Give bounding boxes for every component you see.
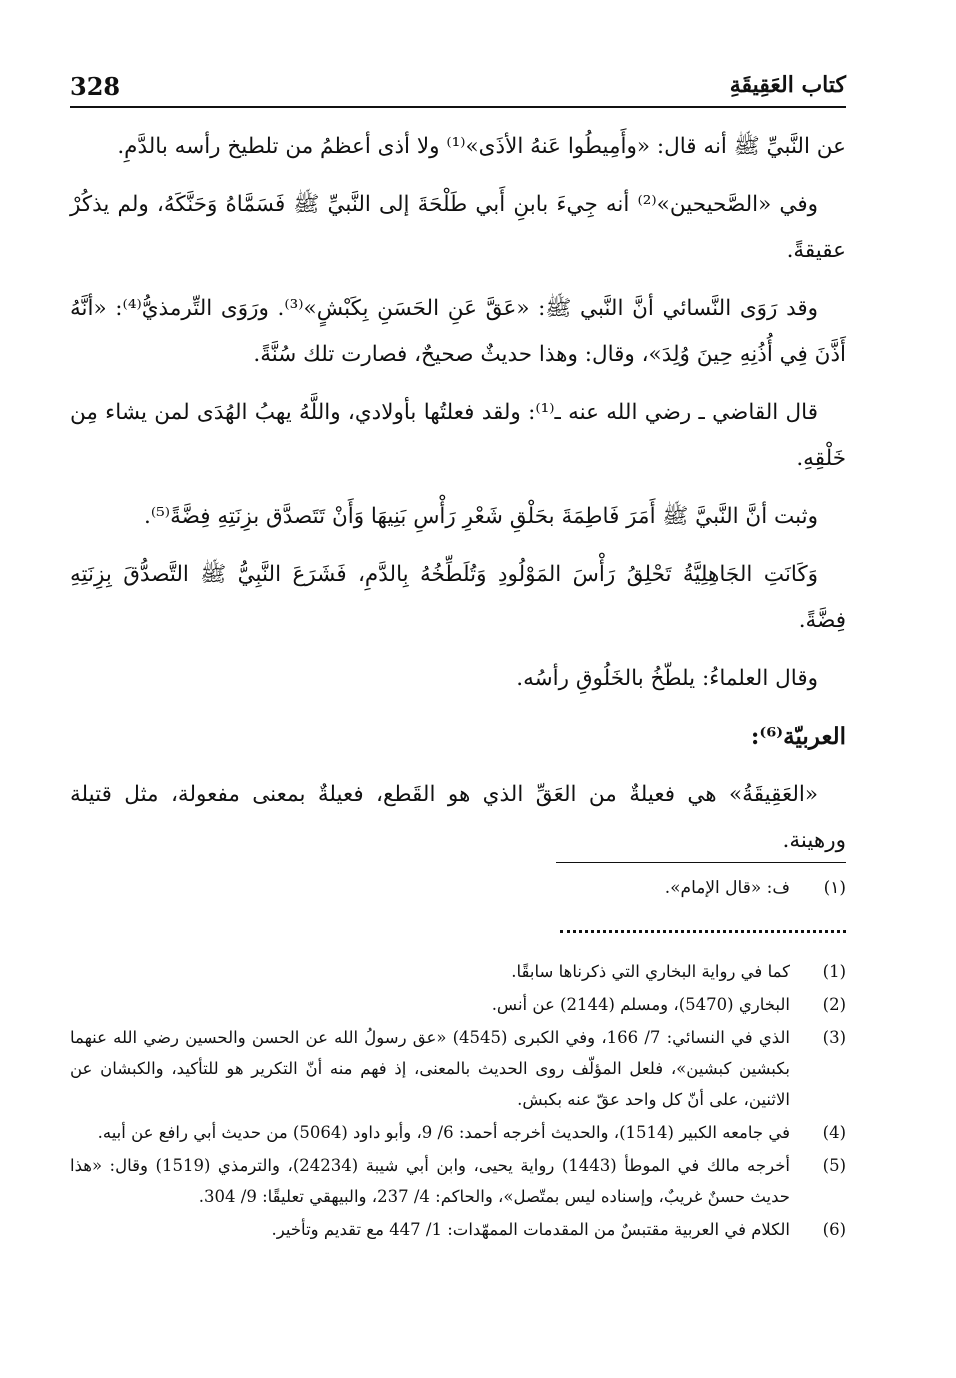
editor-footnote-number: (١) <box>823 878 846 898</box>
footnote-separator <box>556 862 846 863</box>
footnote-item <box>70 1214 846 1245</box>
paragraph-3: وقد رَوَى النَّسائي أنَّ النَّبي ﷺ: «عَقَّ عَنِ الحَسَنِ بِكَبْشٍ»⁽³⁾. ورَوَى التِّرمذيُّ⁽⁴⁾: «أنَّهُ أَذَّنَ فِي أُذُنِهِ حِينَ وُلِدَ»، وقال: وهذا حديثٌ صحيحٌ، فصارت تلك سُنَّةً. <box>70 296 846 367</box>
footnote-number: (3) <box>822 1028 846 1047</box>
section-heading: العربيّة⁽⁶⁾: <box>750 723 846 750</box>
footnote-text: البخاري (5470)، ومسلم (2144) عن أنس. <box>491 995 790 1014</box>
dotted-separator <box>560 930 846 933</box>
footnote-item <box>70 989 846 1020</box>
footnote-number: (5) <box>822 1156 846 1175</box>
paragraph-7: وقال العلماءُ: يلطّخُ بالخَلُوقِ رأسُه. <box>516 666 818 691</box>
paragraph-1: عن النَّبيِّ ﷺ أنه قال: «وأَمِيطُوا عَنهُ الأذَى»⁽¹⁾ ولا أذى أعظمُ من تلطيخ رأسه بالدَّمِ. <box>117 134 846 159</box>
running-title: كتاب العَقِيقَةِ <box>729 72 846 98</box>
editor-footnote-text: ف: «قال الإمام». <box>664 878 790 898</box>
footnote-text: الذي في النسائي: 7/ 166، وفي الكبرى (4545) «عق رسولُ الله عن الحسن والحسين رضي الله عنهما بكبشين كبشين»، فلعل المؤلّف روى الحديث بالمعنى، إذ فهم منه أنّ التكرير هو للتأكيد، والكبشان عن الاثنين، على أنّ كل واحد عقّ عنه بكبش. <box>70 1028 791 1109</box>
paragraph-5: وثبت أنَّ النَّبيَّ ﷺ أَمَرَ فَاطِمَةَ بحَلْقِ شَعْرِ رَأْسِ بَنِيهَا وَأَنْ تَتَصدَّق بزِنَتِهِ فِضَّةً⁽⁵⁾. <box>144 504 818 529</box>
main-text <box>70 124 846 876</box>
footnote-item <box>70 1117 846 1148</box>
footnote-number: (6) <box>822 1220 846 1239</box>
page-header <box>70 70 846 108</box>
footnote-item <box>70 956 846 987</box>
page-number: 328 <box>70 72 121 101</box>
paragraph-8: «العَقِيقَةُ» هي فعيلةٌ من العَقِّ الذي هو القَطع، فعيلةٌ بمعنى مفعولة، مثل قتيلة ورهينة. <box>70 782 846 853</box>
editor-footnote <box>70 872 846 904</box>
footnote-item <box>70 1022 846 1115</box>
footnote-number: (1) <box>822 962 846 981</box>
paragraph-2: وفي «الصَّحيحين»⁽²⁾ أنه جِيءَ بابنِ أَبي طَلْحَةَ إلى النَّبيِّ ﷺ فَسَمَّاهُ وَحَنَّكَهُ، ولم يذكُرْ عقيقةً. <box>70 192 846 263</box>
footnote-number: (4) <box>822 1123 846 1142</box>
footnotes-list <box>70 956 846 1247</box>
paragraph-6: وَكَانَتِ الجَاهِلِيَّةُ تَحْلِقُ رَأْسَ المَوْلُودِ وَتُلَطِّخُهُ بِالدَّمِ، فَشَرَعَ النَّبِيُّ ﷺ التَّصدُّقَ بِزِنَتِهِ فِضَّةً. <box>70 562 846 633</box>
footnote-text: كما في رواية البخاري التي ذكرناها سابقًا. <box>511 962 790 981</box>
footnote-item <box>70 1150 846 1212</box>
footnote-number: (2) <box>822 995 846 1014</box>
paragraph-4: قال القاضي ـ رضي الله عنه ـ⁽¹⁾: ولقد فعلتُها بأولادي، واللَّهُ يهبُ الهُدَى لمن يشاء مِن خَلْقِهِ. <box>70 400 846 471</box>
footnote-text: في جامعه الكبير (1514)، والحديث أخرجه أحمد: 6/ 9، وأبو داود (5064) من حديث أبي رافع عن أبيه. <box>97 1123 790 1142</box>
footnote-text: الكلام في العربية مقتبسٌ من المقدمات الممهّدات: 1/ 447 مع تقديم وتأخير. <box>271 1220 790 1239</box>
footnote-text: أخرجه مالك في الموطأ (1443) رواية يحيى، وابن أبي شيبة (24234)، والترمذي (1519) وقال: «هذا حديث حسنٌ غريبٌ، وإسناده ليس بمتّصل»، والحاكم: 4/ 237، والبيهقي تعليقًا: 9/ 304. <box>70 1156 790 1206</box>
